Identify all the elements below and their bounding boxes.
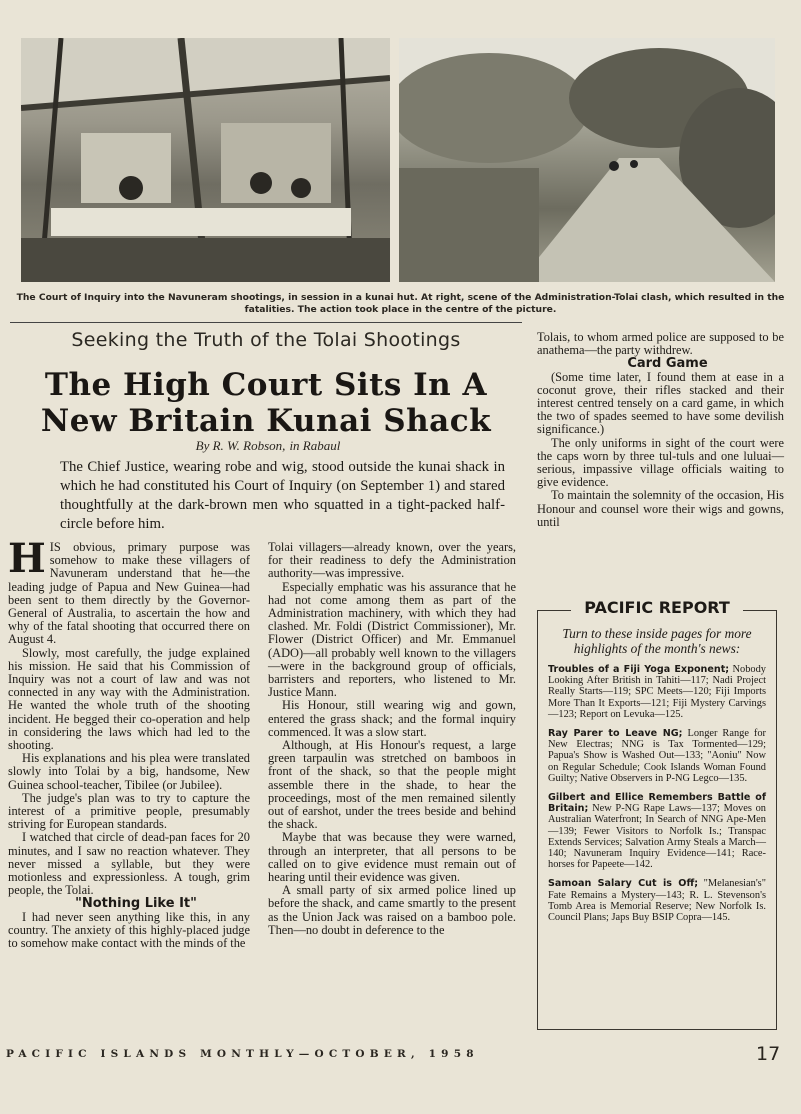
- report-item: [548, 792, 766, 870]
- clash-scene-photo: [399, 38, 775, 282]
- headline-line-1: The High Court Sits In A: [44, 367, 488, 403]
- page-number: 17: [756, 1043, 781, 1065]
- report-item-text: "Melanesian's" Fate Remains a Mystery—143; R. L. Stevenson's Tomb Area is Memorial Reserve; New Norfolk Is. Council Plans; Japs Buy BSIP Copra—145.: [548, 878, 766, 924]
- paragraph: (Some time later, I found them at ease in a coconut grove, their rifles stacked and their interest centred tensely on a card game, in which the two of spades seemed to have some devilish significance.): [537, 369, 784, 437]
- byline-author: By R. W. Robson,: [195, 438, 286, 453]
- pacific-report-intro: Turn to these inside pages for more highlights of the month's news:: [562, 626, 752, 656]
- report-item-head: Gilbert and Ellice Remembers Battle of Britain;: [548, 792, 766, 815]
- article-column-3: [537, 331, 784, 529]
- report-item-text: Longer Range for New Electras; NNG is Tax Tormented—129; Papua's Show is Washed Out—133; "Aoniu" Now on Regular Schedule; Cook Islands Woman Found Guilty; Native Observers in P-NG Legco—135.: [548, 728, 767, 784]
- paragraph: The only uniforms in sight of the court were the caps worn by three tul-tuls and one luluai—serious, impassive village officials waiting to give evidence.: [537, 435, 784, 490]
- paragraph: Especially emphatic was his assurance that he had not come among them as part of the Administration machinery, with which they had clashed. Mr. Foldi (District Commissioner), Mr. Flower (District Officer) and Mr. Emmanuel (ADO)—all probably well known to the villagers—were in the background group of officials, barristers and reporters, who listened to Mr. Justice Mann.: [268, 579, 516, 700]
- court-in-kunai-hut-photo: [21, 38, 390, 282]
- paragraph: IS obvious, primary purpose was somehow to make these villagers of Navuneram understand that he—the leading judge of Papua and New Guinea—had been sent to them directly by the Governor-General of Australia, to ascertain the how and why of the fatal shooting that occurred there on August 4.: [8, 540, 250, 647]
- headline: [6, 367, 526, 439]
- paragraph: His Honour, still wearing wig and gown, entered the grass shack; and the formal inquiry commenced. It was a slow start.: [268, 698, 516, 739]
- report-item-head: Ray Parer to Leave NG;: [548, 728, 683, 740]
- byline-place: in Rabaul: [289, 438, 341, 453]
- report-item-head: Samoan Salary Cut is Off;: [548, 878, 699, 890]
- report-item-head: Troubles of a Fiji Yoga Exponent;: [548, 664, 730, 675]
- pacific-report-box: [537, 598, 777, 1030]
- lead-paragraph: The Chief Justice, wearing robe and wig, stood outside the kunai shack in which he had constituted his Court of Inquiry (on September 1) and stared thoughtfully at the dark-brown men who squatted in a tight-packed half-circle before him.: [60, 459, 505, 532]
- paragraph: I had never seen anything like this, in any country. The anxiety of this highly-placed judge to somehow make contact with the minds of the: [8, 909, 250, 951]
- photo-caption: The Court of Inquiry into the Navuneram shootings, in session in a kunai hut. At right, scene of the Administration-Tolai clash, which resulted in the fatalities. The action took place in the centre of the picture.: [16, 292, 785, 315]
- paragraph: The judge's plan was to try to capture the interest of a primitive people, presumably striving for European standards.: [8, 790, 250, 832]
- paragraph: Although, at His Honour's request, a large green tarpaulin was stretched on bamboos in front of the shack, so that the people might assemble there in the shade, to hear the proceedings, most of the men remained silently out of earshot, under the trees beside and behind the shack.: [268, 738, 516, 832]
- report-item: [548, 664, 766, 720]
- paragraph: I watched that circle of dead-pan faces for 20 minutes, and I saw no reaction whatever. They never missed a syllable, but they were motionless and expressionless. A tough, grim people, the Tolai.: [8, 830, 250, 898]
- paragraph: To maintain the solemnity of the occasion, His Honour and counsel wore their wigs and gowns, until: [537, 488, 784, 529]
- byline: [6, 438, 526, 454]
- paragraph: Tolai villagers—already known, over the years, for their readiness to defy the Administration authority—was impressive.: [268, 540, 516, 581]
- report-item: [548, 728, 766, 784]
- kicker: Seeking the Truth of the Tolai Shootings: [10, 322, 522, 351]
- headline-line-2: New Britain Kunai Shack: [40, 403, 492, 439]
- article-column-2: [268, 541, 516, 937]
- paragraph: A small party of six armed police lined up before the shack, and came smartly to the present as the Union Jack was raised on a bamboo pole. Then—no doubt in deference to the: [268, 883, 516, 937]
- drop-cap: H: [8, 535, 46, 582]
- pacific-report-title: PACIFIC REPORT: [538, 598, 776, 617]
- report-item-text: Nobody Looking After British in Tahiti—117; Nadi Project Really Starts—119; SPC Meets—120; Fiji Imports More Than It Exports—121; Fiji Mystery Carvings—123; Report on Levuka—125.: [548, 664, 766, 720]
- report-item: [548, 878, 766, 923]
- subhead-card-game: Card Game: [627, 356, 708, 372]
- paragraph: Maybe that was because they were warned, through an interpreter, that all persons to be called on to give evidence must remain out of hearing until their evidence was given.: [268, 830, 516, 885]
- running-footer: PACIFIC ISLANDS MONTHLY—OCTOBER, 1958: [6, 1048, 479, 1060]
- paragraph: Slowly, most carefully, the judge explained his mission. He said that his Commission of Inquiry was not a court of law and was not connected in any way with the Administration. He wanted the whole truth of the shooting incident. He begged their co-operation and help in considering the laws which had led to the shooting.: [8, 645, 250, 753]
- article-column-1: [8, 535, 250, 951]
- report-item-text: New P-NG Rape Laws—137; Moves on Australian Waterfront; In Search of NNG Ape-Men—139; Fewer Visitors to Norfolk Is.; Transpac Extends Services; Salvation Army Steals a March—140; Navuneram Inquiry Evidence—141; Race-horses for Papeete—142.: [548, 803, 766, 871]
- paragraph: Tolais, to whom armed police are supposed to be anathema—the party withdrew.: [537, 330, 784, 358]
- paragraph: His explanations and his plea were translated slowly into Tolai by a big, handsome, New Guinea school-teacher, Tibilee (or Jubilee).: [8, 751, 250, 792]
- subhead-nothing-like-it: "Nothing Like It": [75, 896, 197, 912]
